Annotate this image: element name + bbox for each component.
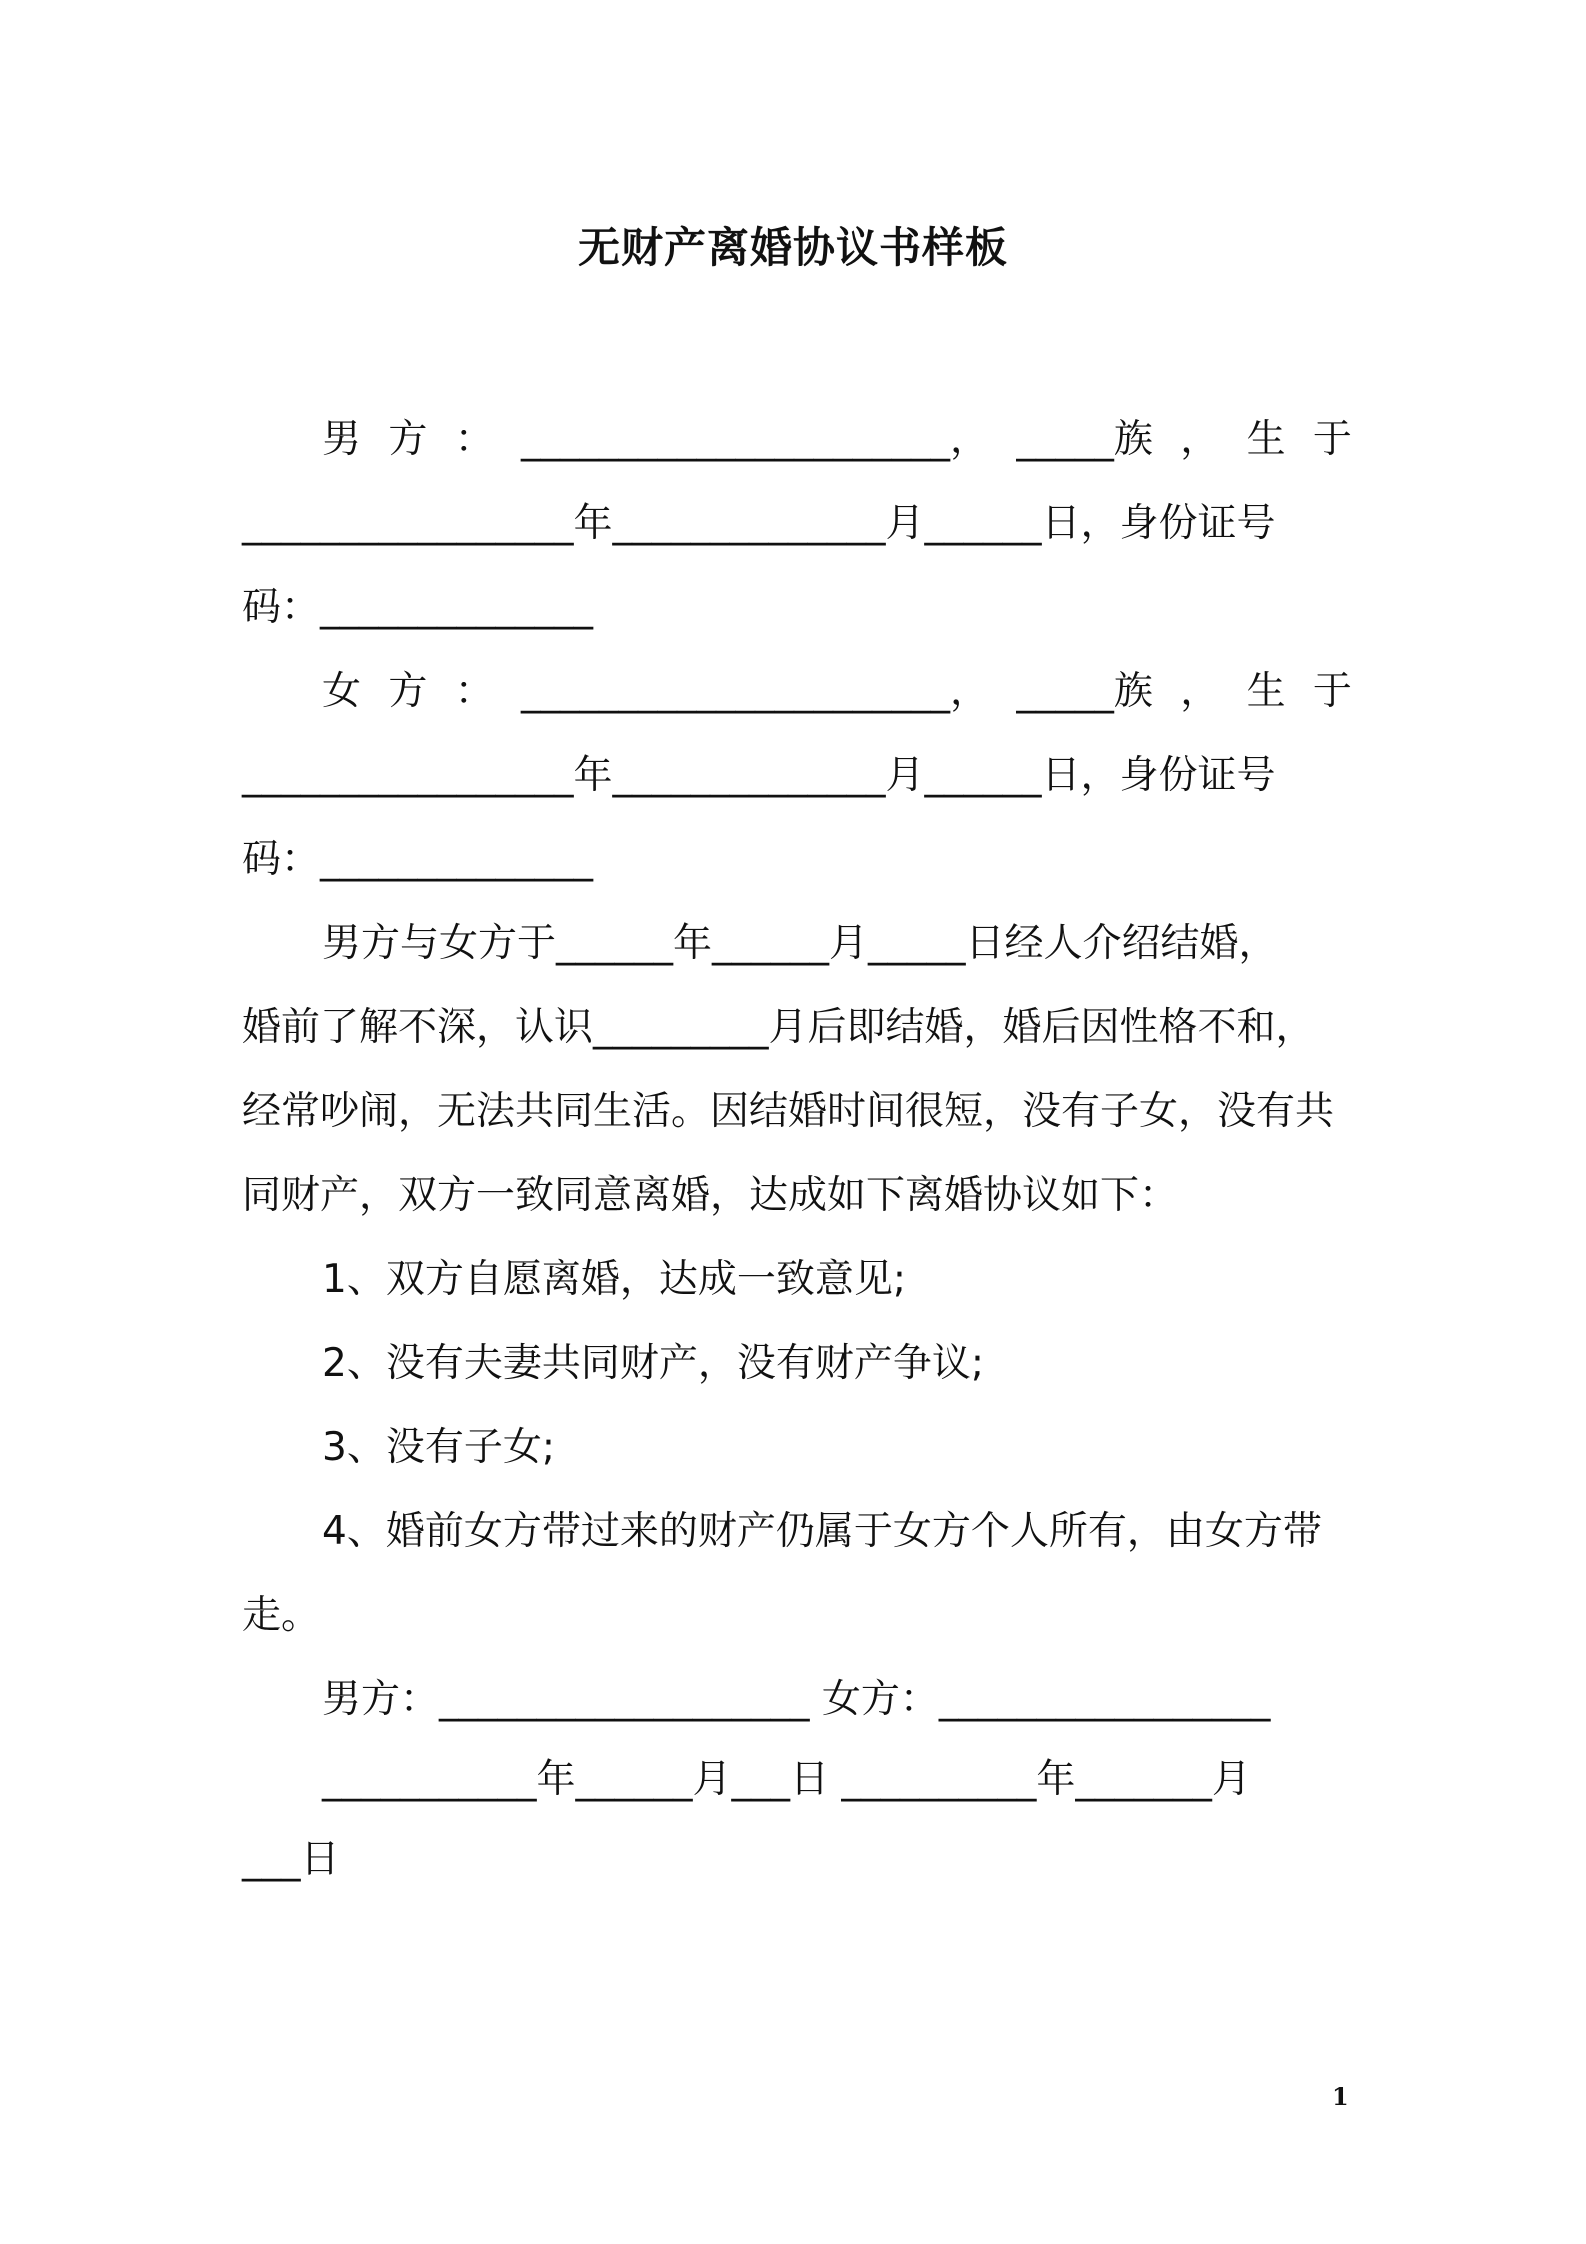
male-ethnicity-blank: _____族 <box>1016 417 1153 462</box>
male-party-line-2: _________________年______________月______日，身份证号 <box>242 501 1276 546</box>
female-party-line-1 <box>322 664 1352 720</box>
female-name-blank: ______________________， <box>521 669 990 714</box>
female-label-char-2: 方 <box>388 669 428 714</box>
document-title: 无财产离婚协议书样板 <box>577 223 1008 272</box>
male-born-char-1: 生 <box>1246 417 1286 462</box>
page-number: 1 <box>1332 2082 1349 2111</box>
agreement-item-1: 1、双方自愿离婚，达成一致意见; <box>322 1257 906 1302</box>
signature-line: 男方：___________________ 女方：_________________ <box>322 1677 1271 1722</box>
female-party-line-2: _________________年______________月______日，身份证号 <box>242 753 1276 798</box>
female-born-char-1: 生 <box>1246 669 1286 714</box>
body-paragraph-line-4: 同财产，双方一致同意离婚，达成如下离婚协议如下： <box>242 1173 1179 1218</box>
body-paragraph-line-1: 男方与女方于______年______月_____日经人介绍结婚， <box>322 921 1278 966</box>
male-label-colon: ： <box>454 417 494 462</box>
male-party-line-3: 码：______________ <box>242 585 594 630</box>
female-label-char-1: 女 <box>322 669 362 714</box>
body-paragraph-line-2: 婚前了解不深，认识_________月后即结婚，婚后因性格不和， <box>242 1005 1315 1050</box>
female-label-colon: ： <box>454 669 494 714</box>
male-born-char-2: 于 <box>1312 417 1352 462</box>
male-name-blank: ______________________， <box>521 417 990 462</box>
agreement-item-2: 2、没有夫妻共同财产，没有财产争议; <box>322 1341 984 1386</box>
agreement-item-4-line-2: 走。 <box>242 1593 321 1638</box>
signature-date-line-end: ___日 <box>242 1837 340 1882</box>
female-party-line-3: 码：______________ <box>242 837 594 882</box>
male-party-line-1 <box>322 412 1352 468</box>
male-label-char-2: 方 <box>388 417 428 462</box>
agreement-item-3: 3、没有子女; <box>322 1425 555 1470</box>
male-label-char-1: 男 <box>322 417 362 462</box>
body-paragraph-line-3: 经常吵闹，无法共同生活。因结婚时间很短，没有子女，没有共 <box>242 1089 1335 1134</box>
female-comma: ， <box>1180 669 1220 714</box>
male-comma: ， <box>1180 417 1220 462</box>
agreement-item-4-line-1: 4、婚前女方带过来的财产仍属于女方个人所有，由女方带 <box>322 1509 1322 1554</box>
female-born-char-2: 于 <box>1312 669 1352 714</box>
female-ethnicity-blank: _____族 <box>1016 669 1153 714</box>
signature-date-line: ___________年______月___日 __________年_______月 <box>322 1757 1251 1802</box>
